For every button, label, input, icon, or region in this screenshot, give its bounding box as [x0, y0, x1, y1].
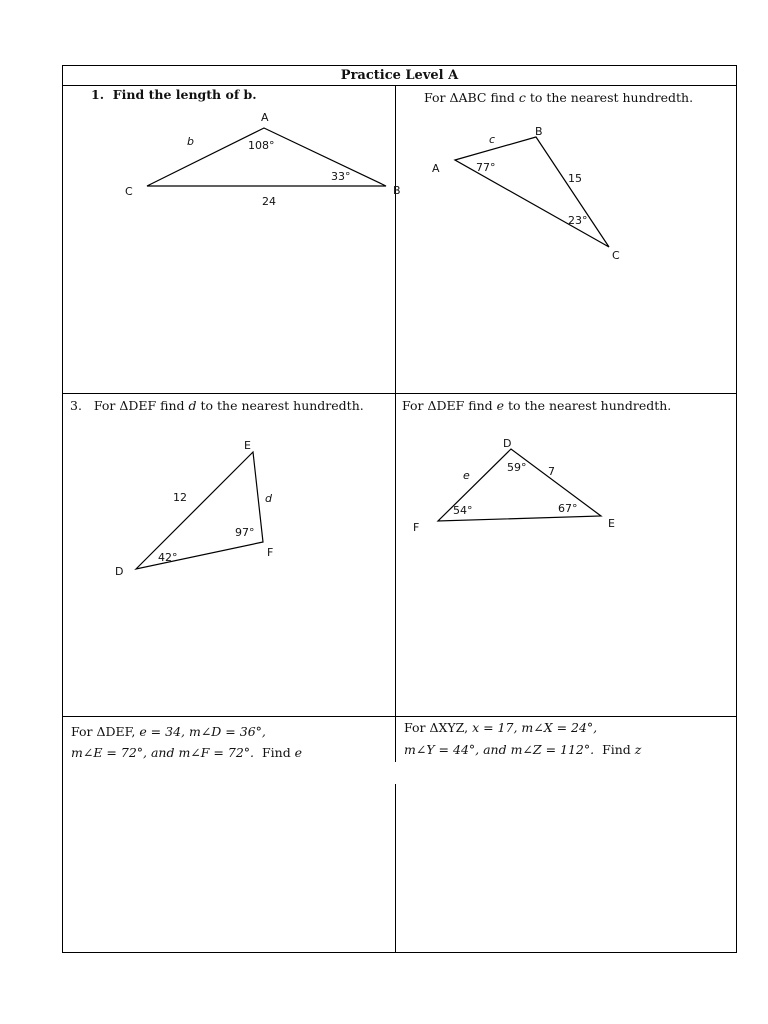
angle-f-label: 97° [235, 526, 255, 539]
problem-3-triangle [115, 439, 273, 578]
problem-6-line-1: For ΔXYZ, x = 17, m∠X = 24°, [404, 720, 598, 735]
angle-b-label: 33° [331, 170, 351, 183]
problem-4-triangle [413, 437, 615, 534]
side-d-label: d [265, 492, 272, 505]
problem-2-prompt: For ΔABC find c to the nearest hundredth. [424, 90, 694, 105]
vertex-f-label: F [267, 546, 274, 559]
angle-a-label: 108° [248, 139, 275, 152]
vertex-a-label: A [261, 111, 269, 124]
side-f-label: 7 [548, 465, 555, 478]
problem-1-prompt: 1. Find the length of b. [91, 87, 257, 102]
vertex-d-label: D [503, 437, 512, 450]
vertex-c-label: C [612, 249, 620, 262]
problem-2-triangle [432, 125, 620, 262]
problem-4-prompt: For ΔDEF find e to the nearest hundredth. [402, 398, 672, 413]
vertex-c-label: C [125, 185, 133, 198]
side-b-label: b [187, 135, 194, 148]
angle-d-label: 59° [507, 461, 527, 474]
vertex-e-label: E [608, 517, 615, 530]
problem-5-line-1: For ΔDEF, e = 34, m∠D = 36°, [71, 724, 266, 739]
problem-5-line-2: m∠E = 72°, and m∠F = 72°. Find e [71, 745, 303, 760]
side-a-label: 24 [262, 195, 276, 208]
angle-a-label: 77° [476, 161, 496, 174]
side-c-label: c [489, 133, 496, 146]
page-title: Practice Level A [63, 66, 736, 86]
side-e-label: e [463, 469, 470, 482]
angle-e-label: 67° [558, 502, 578, 515]
angle-c-label: 23° [568, 214, 588, 227]
angle-f-label: 54° [453, 504, 473, 517]
side-f-label: 12 [173, 491, 187, 504]
side-a-label: 15 [568, 172, 582, 185]
vertex-a-label: A [432, 162, 440, 175]
triangle-abc-shape [455, 137, 609, 247]
vertex-f-label: F [413, 521, 420, 534]
vertex-b-label: B [393, 184, 401, 197]
vertex-e-label: E [244, 439, 251, 452]
problem-3-prompt: 3. For ΔDEF find d to the nearest hundredth. [70, 398, 364, 413]
vertex-d-label: D [115, 565, 124, 578]
triangle-def-shape [136, 452, 263, 569]
problem-1-triangle [125, 111, 401, 208]
angle-d-label: 42° [158, 551, 178, 564]
problem-6-line-2: m∠Y = 44°, and m∠Z = 112°. Find z [404, 742, 642, 757]
vertex-b-label: B [535, 125, 543, 138]
